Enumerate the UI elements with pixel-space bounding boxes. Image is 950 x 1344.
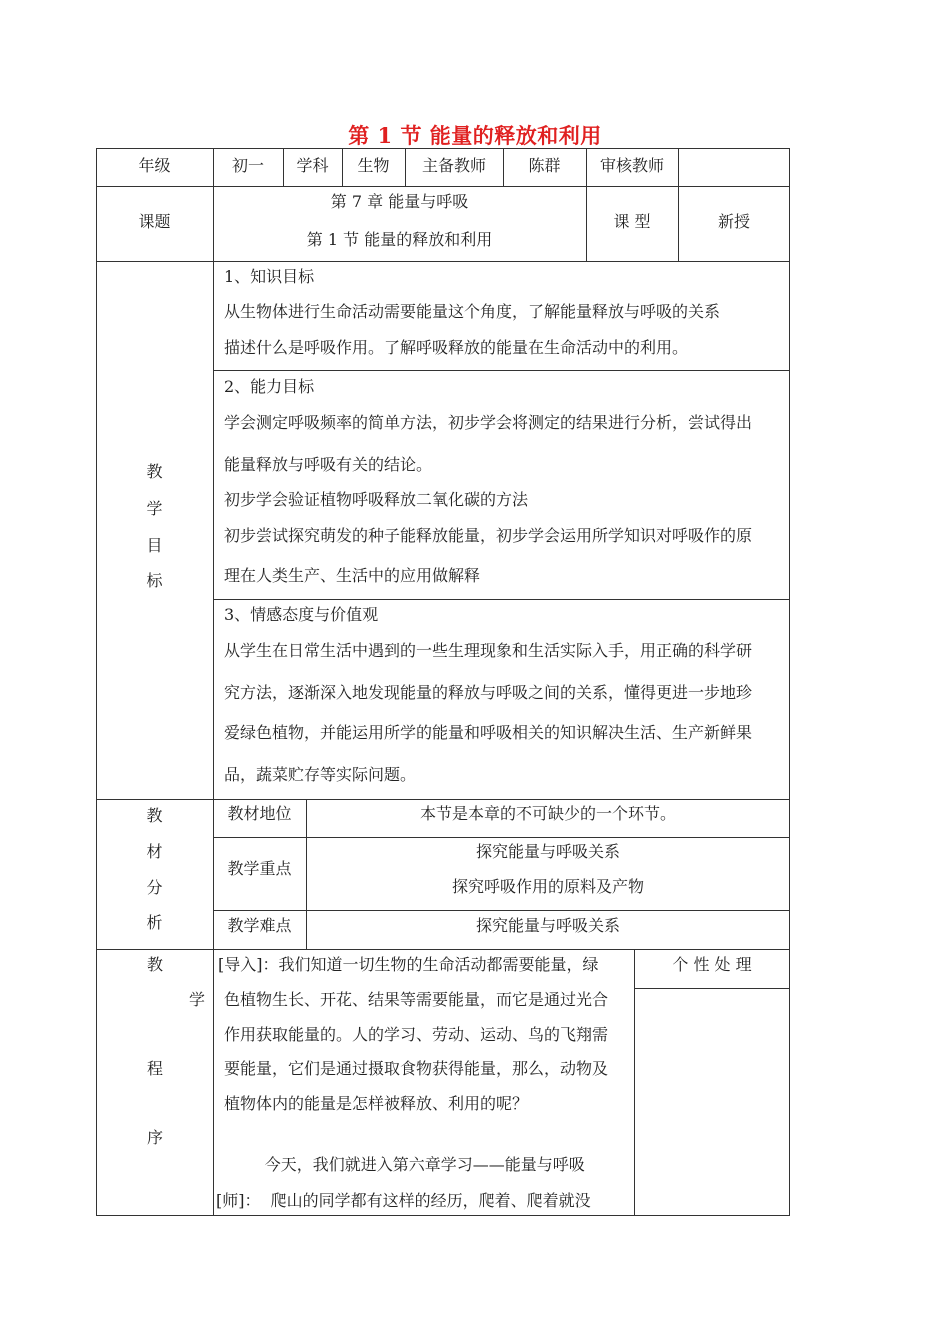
lesson-type-value: 新授 <box>717 212 750 231</box>
analysis-label-char: 教 <box>146 806 163 825</box>
teaching-difficulty-label: 教学难点 <box>227 916 292 935</box>
attitude-line: 爱绿色植物，并能运用所学的能量和呼吸相关的知识解决生活、生产新鲜果 <box>224 723 753 742</box>
grade-label: 年级 <box>138 156 171 175</box>
objectives-label-char: 目 <box>146 536 163 555</box>
page-title: 第 1 节 能量的释放和利用 <box>348 123 602 148</box>
subject-value: 生物 <box>357 156 390 175</box>
lesson-type-label: 课 型 <box>613 212 651 231</box>
knowledge-heading: 1、知识目标 <box>224 267 315 286</box>
attitude-line: 究方法，逐渐深入地发现能量的释放与呼吸之间的关系，懂得更进一步地珍 <box>224 683 753 702</box>
procedure-line: 植物体内的能量是怎样被释放、利用的呢？ <box>224 1094 529 1113</box>
knowledge-line: 描述什么是呼吸作用。了解呼吸释放的能量在生命活动中的利用。 <box>224 338 689 357</box>
objectives-label-char: 教 <box>146 462 163 481</box>
knowledge-line: 从生物体进行生命活动需要能量这个角度，了解能量释放与呼吸的关系 <box>224 302 721 321</box>
ability-line: 初步尝试探究萌发的种子能释放能量，初步学会运用所学知识对呼吸作的原 <box>224 526 753 545</box>
objectives-label-char: 标 <box>146 571 163 590</box>
procedure-line: [导入]：我们知道一切生物的生命活动都需要能量，绿 <box>218 955 599 974</box>
analysis-label-char: 材 <box>146 842 163 861</box>
attitude-heading: 3、情感态度与价值观 <box>224 605 379 624</box>
attitude-line: 从学生在日常生活中遇到的一些生理现象和生活实际入手，用正确的科学研 <box>224 641 753 660</box>
procedure-line: 要能量，它们是通过摄取食物获得能量，那么，动物及 <box>224 1059 609 1078</box>
procedure-label-char: 序 <box>147 1128 164 1147</box>
ability-line: 理在人类生产、生活中的应用做解释 <box>224 566 481 585</box>
procedure-label-char: 教 <box>147 955 164 974</box>
procedure-line: 作用获取能量的。人的学习、劳动、运动、鸟的飞翔需 <box>224 1025 609 1044</box>
individual-handling-header: 个 性 处 理 <box>672 955 752 974</box>
procedure-line: [师]： 爬山的同学都有这样的经历，爬着、爬着就没 <box>216 1191 591 1210</box>
teaching-difficulty-value: 探究能量与呼吸关系 <box>475 916 620 935</box>
ability-heading: 2、能力目标 <box>224 377 315 396</box>
procedure-label-char: 程 <box>147 1059 164 1078</box>
procedure-line: 色植物生长、开花、结果等需要能量，而它是通过光合 <box>224 990 609 1009</box>
reviewer-label: 审核教师 <box>599 156 664 175</box>
teaching-focus-value: 探究呼吸作用的原料及产物 <box>451 877 644 896</box>
attitude-line: 品，蔬菜贮存等实际问题。 <box>224 765 417 784</box>
topic-label: 课题 <box>138 212 171 231</box>
ability-line: 学会测定呼吸频率的简单方法，初步学会将测定的结果进行分析，尝试得出 <box>224 413 753 432</box>
topic-section: 第 1 节 能量的释放和利用 <box>306 230 493 249</box>
topic-chapter: 第 7 章 能量与呼吸 <box>330 192 469 211</box>
material-position-label: 教材地位 <box>227 804 292 823</box>
objectives-label-char: 学 <box>146 499 163 518</box>
teacher-label: 主备教师 <box>421 156 486 175</box>
analysis-label-char: 分 <box>146 878 163 897</box>
teaching-focus-label: 教学重点 <box>227 859 292 878</box>
material-position-value: 本节是本章的不可缺少的一个环节。 <box>419 804 676 823</box>
grade-value: 初一 <box>231 156 264 175</box>
analysis-label-char: 析 <box>146 913 163 932</box>
ability-line: 能量释放与呼吸有关的结论。 <box>224 455 433 474</box>
subject-label: 学科 <box>296 156 329 175</box>
procedure-label-char: 学 <box>189 990 206 1009</box>
procedure-line: 今天，我们就进入第六章学习——能量与呼吸 <box>224 1155 585 1174</box>
teacher-value: 陈群 <box>528 156 561 175</box>
teaching-focus-value: 探究能量与呼吸关系 <box>475 842 620 861</box>
ability-line: 初步学会验证植物呼吸释放二氧化碳的方法 <box>224 490 529 509</box>
